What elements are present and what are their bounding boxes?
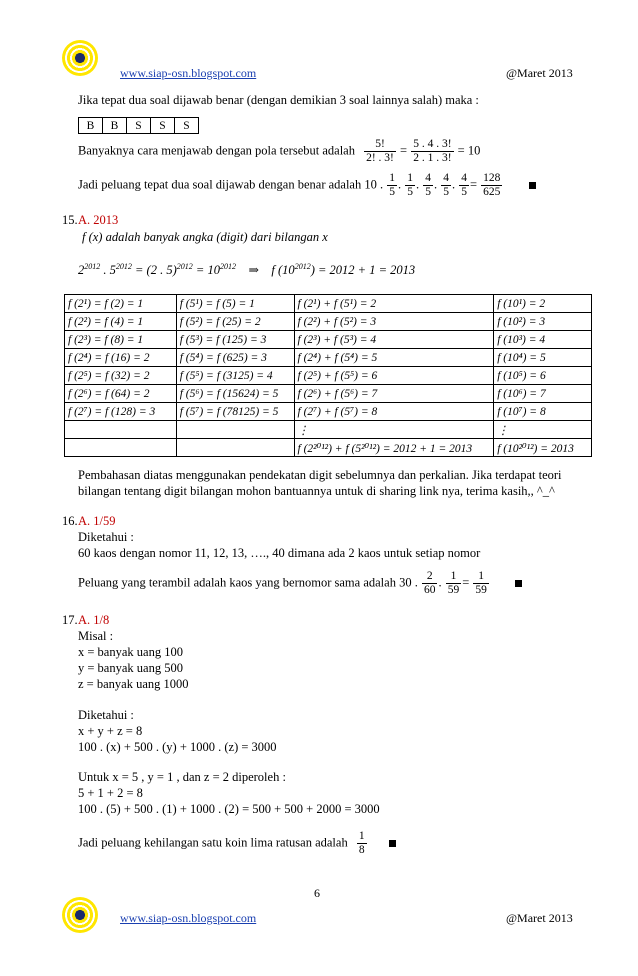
q17-misal: Misal : — [78, 629, 114, 643]
table-cell: f (2⁵) = f (32) = 2 — [65, 367, 177, 385]
q17-answer: A. 1/8 — [78, 613, 110, 627]
table-row — [65, 385, 592, 403]
table-cell: ⋮ — [294, 421, 494, 439]
table-cell: f (2³) + f (5³) = 4 — [294, 331, 494, 349]
q15-number: 15. — [62, 213, 78, 227]
q17-eq4: 100 . (5) + 500 . (1) + 1000 . (2) = 500 + 500 + 2000 = 3000 — [78, 802, 380, 816]
pattern-cell: S — [127, 118, 151, 134]
table-row — [65, 439, 592, 457]
q15-note2: bilangan tentang digit bilangan mohon bantuannya untuk di sharing link nya, terima kasih,, ^_^ — [78, 484, 555, 498]
logo — [62, 897, 98, 933]
q17-eq2: 100 . (x) + 500 . (y) + 1000 . (z) = 3000 — [78, 740, 277, 754]
header-url-link[interactable]: www.siap-osn.blogspot.com — [120, 66, 257, 80]
q17-number: 17. — [62, 613, 78, 627]
q15-answer: A. 2013 — [78, 213, 119, 227]
header-date: @Maret 2013 — [506, 66, 573, 80]
digit-table — [64, 294, 592, 457]
table-cell — [65, 421, 177, 439]
q17-untuk: Untuk x = 5 , y = 1 , dan z = 2 diperoleh : — [78, 770, 286, 784]
q16-number: 16. — [62, 514, 78, 528]
table-cell: f (10⁴) = 5 — [494, 349, 592, 367]
table-cell: f (2¹) = f (2) = 1 — [65, 295, 177, 313]
prob-text: Jadi peluang tepat dua soal dijawab dengan benar adalah — [78, 177, 362, 192]
q16-text: Peluang yang terambil adalah kaos yang bernomor sama adalah — [78, 575, 396, 590]
table-cell: f (2⁷) = f (128) = 3 — [65, 403, 177, 421]
table-cell: f (2³) = f (8) = 1 — [65, 331, 177, 349]
pattern-table — [78, 117, 199, 134]
table-cell: f (10³) = 4 — [494, 331, 592, 349]
table-cell: f (2⁶) = f (64) = 2 — [65, 385, 177, 403]
table-row — [65, 349, 592, 367]
table-cell: f (2⁴) = f (16) = 2 — [65, 349, 177, 367]
table-cell: f (5³) = f (125) = 3 — [176, 331, 294, 349]
q17-x: x = banyak uang 100 — [78, 645, 183, 659]
table-cell: f (5⁷) = f (78125) = 5 — [176, 403, 294, 421]
table-cell: f (2⁶) + f (5⁶) = 7 — [294, 385, 494, 403]
table-cell: f (5⁵) = f (3125) = 4 — [176, 367, 294, 385]
q17-conclusion: Jadi peluang kehilangan satu koin lima ratusan adalah — [78, 835, 348, 850]
ways-line: Banyaknya cara menjawab dengan pola tersebut adalah $\frac{5!}{2! . 3!}$ = $\frac{5 . 4 . 3!}{2 . 1 . 3!}$ = 10 — [78, 138, 481, 164]
table-cell: f (2⁵) + f (5⁵) = 6 — [294, 367, 494, 385]
table-row — [65, 331, 592, 349]
table-cell: f (2⁷) + f (5⁷) = 8 — [294, 403, 494, 421]
q16-line2: 60 kaos dengan nomor 11, 12, 13, …., 40 dimana ada 2 kaos untuk setiap nomor — [78, 546, 481, 560]
q17-y: y = banyak uang 500 — [78, 661, 183, 675]
table-cell: f (2⁴) + f (5⁴) = 5 — [294, 349, 494, 367]
q15-line1: f (x) adalah banyak angka (digit) dari bilangan x — [82, 230, 328, 244]
table-cell: f (2¹) + f (5¹) = 2 — [294, 295, 494, 313]
table-cell: ⋮ — [494, 421, 592, 439]
table-cell: f (10²) = 3 — [494, 313, 592, 331]
q15-equation: $2^{2012}$ . $5^{2012} = (2$ . $5)^{2012} = 10^{2012}$ ⇒ f $(10^{2012}) = 2012 + 1 = 2013$ — [78, 262, 416, 278]
table-row — [65, 295, 592, 313]
table-cell — [176, 421, 294, 439]
footer-date: @Maret 2013 — [506, 911, 573, 925]
page-number: 6 — [314, 886, 320, 900]
table-cell: f (10⁷) = 8 — [494, 403, 592, 421]
ways-fraction-2: $\frac{5 . 4 . 3!}{2 . 1 . 3!}$ — [413, 138, 452, 164]
q16-line3: Peluang yang terambil adalah kaos yang bernomor sama adalah 30 . $\frac{2}{60}$ . $\frac{1}{59}$ = $\frac{1}{59}$ — [78, 570, 522, 597]
table-row — [65, 403, 592, 421]
table-cell: f (5²) = f (25) = 2 — [176, 313, 294, 331]
table-cell — [65, 439, 177, 457]
pattern-cell: S — [151, 118, 175, 134]
q15-note: Pembahasan diatas menggunakan pendekatan digit sebelumnya dan perkalian. Jika terdapat teori — [78, 468, 562, 482]
end-mark-icon — [515, 580, 522, 587]
table-cell: f (2²) + f (5²) = 3 — [294, 313, 494, 331]
table-cell: f (5⁴) = f (625) = 3 — [176, 349, 294, 367]
ways-text: Banyaknya cara menjawab dengan pola tersebut adalah — [78, 143, 355, 158]
table-cell: f (10²⁰¹²) = 2013 — [494, 439, 592, 457]
intro-line: Jika tepat dua soal dijawab benar (dengan demikian 3 soal lainnya salah) maka : — [78, 93, 479, 107]
prob-line: Jadi peluang tepat dua soal dijawab dengan benar adalah 10 . $\frac{1}{5}$ . $\frac{1}{5}$ . $\frac{4}{5}$ . $\frac{4}{5}$ . $\frac{4}{5}$ = $\frac{128}{625}$ — [78, 172, 536, 199]
table-cell: f (2²⁰¹²) + f (5²⁰¹²) = 2012 + 1 = 2013 — [294, 439, 494, 457]
q17-eq3: 5 + 1 + 2 = 8 — [78, 786, 143, 800]
table-row — [65, 367, 592, 385]
table-cell: f (10¹) = 2 — [494, 295, 592, 313]
table-cell: f (5⁶) = f (15624) = 5 — [176, 385, 294, 403]
logo — [62, 40, 98, 76]
footer-url-link[interactable]: www.siap-osn.blogspot.com — [120, 911, 257, 925]
pattern-cell: S — [175, 118, 199, 134]
end-mark-icon — [389, 840, 396, 847]
q17-diketahui: Diketahui : — [78, 708, 134, 722]
table-cell: f (10⁵) = 6 — [494, 367, 592, 385]
ways-fraction-1: $\frac{5!}{2! . 3!}$ — [366, 138, 394, 164]
q16-line1: Diketahui : — [78, 530, 134, 544]
table-row — [65, 421, 592, 439]
table-cell — [176, 439, 294, 457]
table-row — [65, 313, 592, 331]
q16-answer: A. 1/59 — [78, 514, 116, 528]
pattern-cell: B — [103, 118, 127, 134]
table-cell: f (10⁶) = 7 — [494, 385, 592, 403]
table-cell: f (2²) = f (4) = 1 — [65, 313, 177, 331]
q17-conclusion-line: Jadi peluang kehilangan satu koin lima ratusan adalah $\frac{1}{8}$ — [78, 830, 396, 857]
end-mark-icon — [529, 182, 536, 189]
q17-eq1: x + y + z = 8 — [78, 724, 143, 738]
table-cell: f (5¹) = f (5) = 1 — [176, 295, 294, 313]
q17-z: z = banyak uang 1000 — [78, 677, 189, 691]
pattern-cell: B — [79, 118, 103, 134]
